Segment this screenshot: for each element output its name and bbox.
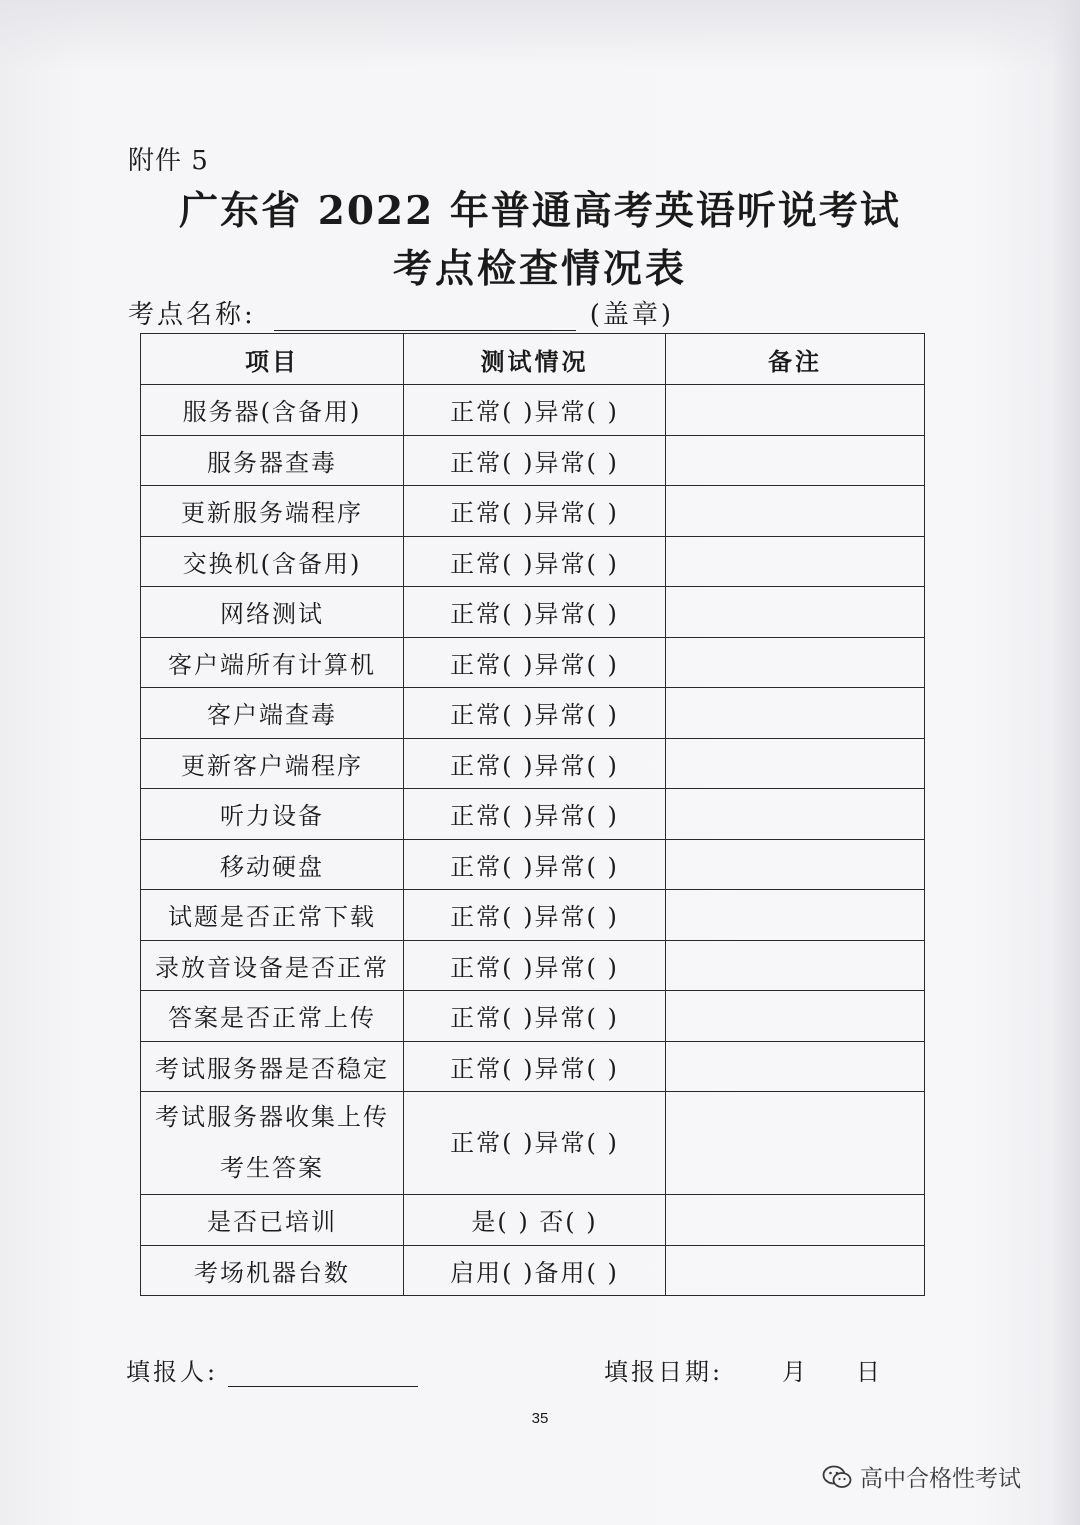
remark-cell: [666, 1092, 925, 1195]
wechat-icon: [822, 1464, 852, 1490]
status-cell: 正常( )异常( ): [404, 435, 666, 486]
remark-cell: [666, 1041, 925, 1092]
status-cell: 正常( )异常( ): [404, 890, 666, 941]
remark-cell: [666, 839, 925, 890]
item-cell: 更新客户端程序: [141, 738, 404, 789]
remark-cell: [666, 536, 925, 587]
item-cell: 服务器(含备用): [141, 385, 404, 436]
table-row: [141, 789, 925, 840]
header-status: 测试情况: [404, 334, 666, 385]
status-cell: 正常( )异常( ): [404, 486, 666, 537]
status-cell: 正常( )异常( ): [404, 385, 666, 436]
item-cell: 是否已培训: [141, 1195, 404, 1246]
item-cell: 考试服务器是否稳定: [141, 1041, 404, 1092]
table-row: [141, 435, 925, 486]
inspection-table: [140, 333, 925, 1296]
reporter-blank: [228, 1358, 418, 1387]
status-cell: 正常( )异常( ): [404, 1092, 666, 1195]
status-cell: 正常( )异常( ): [404, 587, 666, 638]
remark-cell: [666, 587, 925, 638]
item-cell: 答案是否正常上传: [141, 991, 404, 1042]
status-cell: 正常( )异常( ): [404, 991, 666, 1042]
table-row: [141, 890, 925, 941]
site-name-label: 考点名称:: [128, 300, 256, 330]
watermark: [822, 1460, 1021, 1493]
seal-label: (盖章): [589, 300, 675, 330]
status-cell: 正常( )异常( ): [404, 789, 666, 840]
item-cell: 服务器查毒: [141, 435, 404, 486]
table-row: [141, 991, 925, 1042]
item-cell: 试题是否正常下载: [141, 890, 404, 941]
reporter-label: 填报人:: [126, 1358, 219, 1386]
item-cell: [141, 1092, 404, 1195]
table-body: [141, 385, 925, 1296]
item-cell: 网络测试: [141, 587, 404, 638]
date-label: 填报日期:: [604, 1358, 724, 1386]
remark-cell: [666, 991, 925, 1042]
site-name-blank: [274, 300, 576, 331]
item-cell: 录放音设备是否正常: [141, 940, 404, 991]
table-row: [141, 637, 925, 688]
watermark-text: 高中合格性考试: [860, 1466, 1021, 1492]
document-subtitle: 考点检查情况表: [392, 246, 687, 292]
item-cell: 客户端查毒: [141, 688, 404, 739]
attachment-label: 附件 5: [128, 146, 209, 176]
table-row: [141, 587, 925, 638]
header-item: 项目: [141, 334, 404, 385]
remark-cell: [666, 738, 925, 789]
table-row: [141, 1195, 925, 1246]
table-row: [141, 738, 925, 789]
remark-cell: [666, 486, 925, 537]
remark-cell: [666, 890, 925, 941]
status-cell: 启用( )备用( ): [404, 1245, 666, 1296]
remark-cell: [666, 1195, 925, 1246]
remark-cell: [666, 688, 925, 739]
header-remark: 备注: [666, 334, 925, 385]
reporter-line: [126, 1352, 418, 1387]
table-row: [141, 1041, 925, 1092]
table-row: [141, 536, 925, 587]
remark-cell: [666, 637, 925, 688]
table-row: [141, 688, 925, 739]
item-cell: 交换机(含备用): [141, 536, 404, 587]
table-row: [141, 486, 925, 537]
remark-cell: [666, 940, 925, 991]
remark-cell: [666, 385, 925, 436]
status-cell: 正常( )异常( ): [404, 839, 666, 890]
status-cell: 正常( )异常( ): [404, 1041, 666, 1092]
table-row: [141, 385, 925, 436]
table-row: [141, 1245, 925, 1296]
table-row: [141, 1092, 925, 1195]
remark-cell: [666, 435, 925, 486]
status-cell: 正常( )异常( ): [404, 688, 666, 739]
table-row: [141, 839, 925, 890]
exam-site-line: [128, 294, 674, 331]
status-cell: 正常( )异常( ): [404, 637, 666, 688]
item-cell: 考场机器台数: [141, 1245, 404, 1296]
status-cell: 正常( )异常( ): [404, 536, 666, 587]
status-cell: 正常( )异常( ): [404, 940, 666, 991]
document-title: 广东省 2022 年普通高考英语听说考试: [179, 188, 901, 234]
table-header-row: [141, 334, 925, 385]
page-number: 35: [531, 1410, 549, 1427]
table-row: [141, 940, 925, 991]
scan-shadow: [0, 0, 1080, 70]
item-line: 考试服务器收集上传: [155, 1103, 389, 1131]
item-cell: 更新服务端程序: [141, 486, 404, 537]
remark-cell: [666, 1245, 925, 1296]
status-cell: 正常( )异常( ): [404, 738, 666, 789]
remark-cell: [666, 789, 925, 840]
item-cell: 移动硬盘: [141, 839, 404, 890]
day-label: 日: [856, 1358, 883, 1386]
item-line: 考生答案: [220, 1154, 324, 1182]
item-cell: 客户端所有计算机: [141, 637, 404, 688]
status-cell: 是( ) 否( ): [404, 1195, 666, 1246]
month-label: 月: [782, 1358, 809, 1386]
item-cell: 听力设备: [141, 789, 404, 840]
